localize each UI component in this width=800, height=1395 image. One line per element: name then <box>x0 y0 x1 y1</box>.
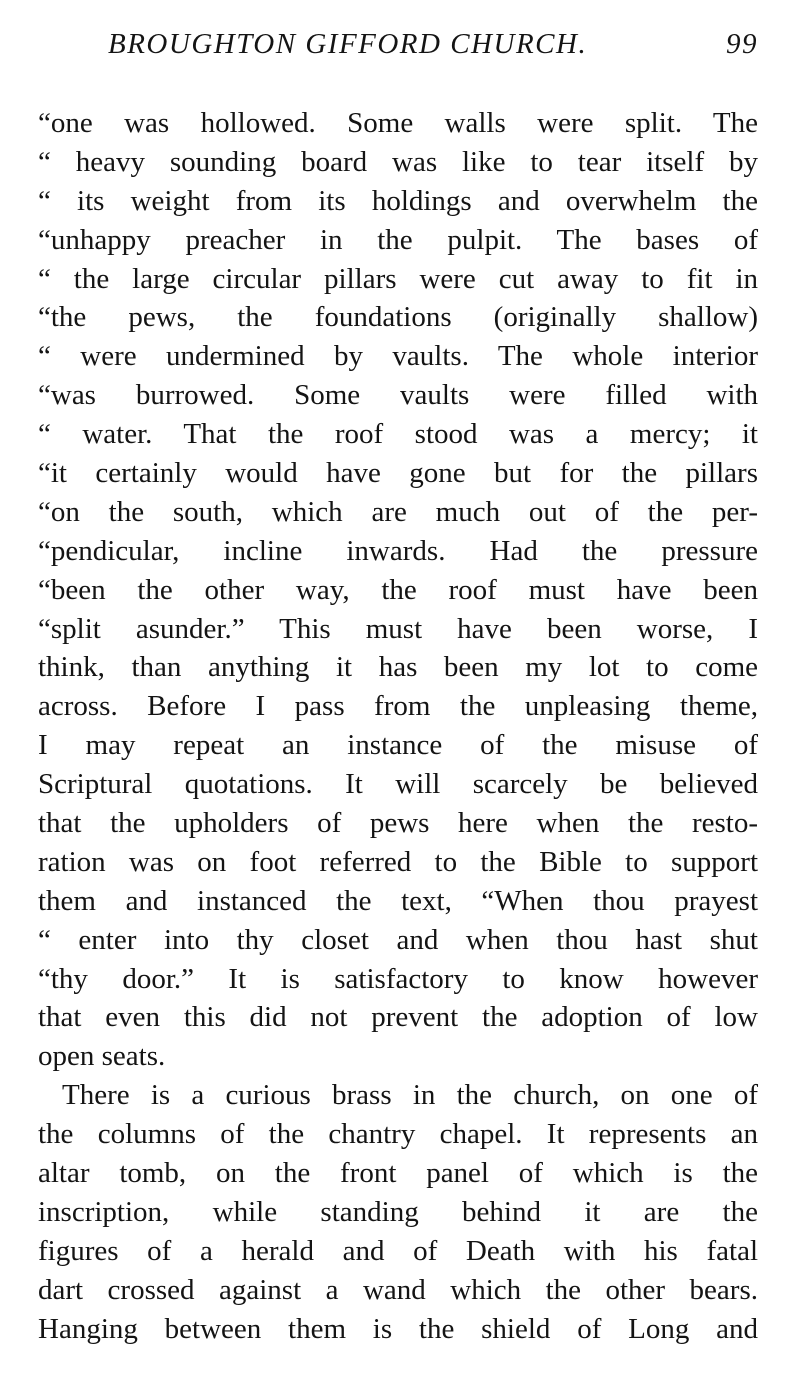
text-line: that even this did not prevent the adoption of low <box>38 1001 758 1034</box>
text-line: “ were undermined by vaults. The whole interior <box>38 340 758 373</box>
text-line: that the upholders of pews here when the resto- <box>38 807 758 840</box>
text-line: dart crossed against a wand which the other bears. <box>38 1273 758 1306</box>
text-line: “one was hollowed. Some walls were split. The <box>38 107 758 139</box>
text-line: “it certainly would have gone but for the pillars <box>38 457 758 490</box>
text-line: “thy door.” It is satisfactory to know however <box>38 962 758 995</box>
body-text <box>38 104 758 1349</box>
text-line: “ water. That the roof stood was a mercy; it <box>38 418 758 451</box>
text-line: “unhappy preacher in the pulpit. The bases of <box>38 223 758 256</box>
text-line: “been the other way, the roof must have been <box>38 573 758 606</box>
text-line: “on the south, which are much out of the per- <box>38 495 758 528</box>
text-line: inscription, while standing behind it are the <box>38 1195 758 1228</box>
text-line: “ enter into thy closet and when thou hast shut <box>38 923 758 956</box>
text-line: “split asunder.” This must have been worse, I <box>38 612 758 645</box>
page-number: 99 <box>726 28 758 60</box>
text-line: “the pews, the foundations (originally shallow) <box>38 301 758 334</box>
running-title: BROUGHTON GIFFORD CHURCH. <box>108 28 588 60</box>
text-line: ration was on foot referred to the Bible to support <box>38 845 758 878</box>
text-line: think, than anything it has been my lot to come <box>38 651 758 684</box>
text-line: There is a curious brass in the church, on one of <box>62 1079 758 1112</box>
text-line: “ its weight from its holdings and overwhelm the <box>38 184 758 217</box>
text-line: Hanging between them is the shield of Long and <box>38 1312 758 1345</box>
text-line: altar tomb, on the front panel of which is the <box>38 1157 758 1190</box>
running-header <box>100 26 760 62</box>
text-line: the columns of the chantry chapel. It represents an <box>38 1118 758 1151</box>
text-line: open seats. <box>38 1040 166 1073</box>
text-line: “pendicular, incline inwards. Had the pressure <box>38 534 758 567</box>
text-line: I may repeat an instance of the misuse of <box>38 729 758 762</box>
text-line: figures of a herald and of Death with his fatal <box>38 1234 758 1267</box>
text-line: Scriptural quotations. It will scarcely be believed <box>38 768 758 801</box>
text-line: across. Before I pass from the unpleasing theme, <box>38 690 758 723</box>
text-line: them and instanced the text, “When thou prayest <box>38 884 758 917</box>
text-line: “was burrowed. Some vaults were filled with <box>38 379 758 412</box>
text-line: “ heavy sounding board was like to tear itself by <box>38 145 758 178</box>
text-line: “ the large circular pillars were cut away to fit in <box>38 262 758 295</box>
